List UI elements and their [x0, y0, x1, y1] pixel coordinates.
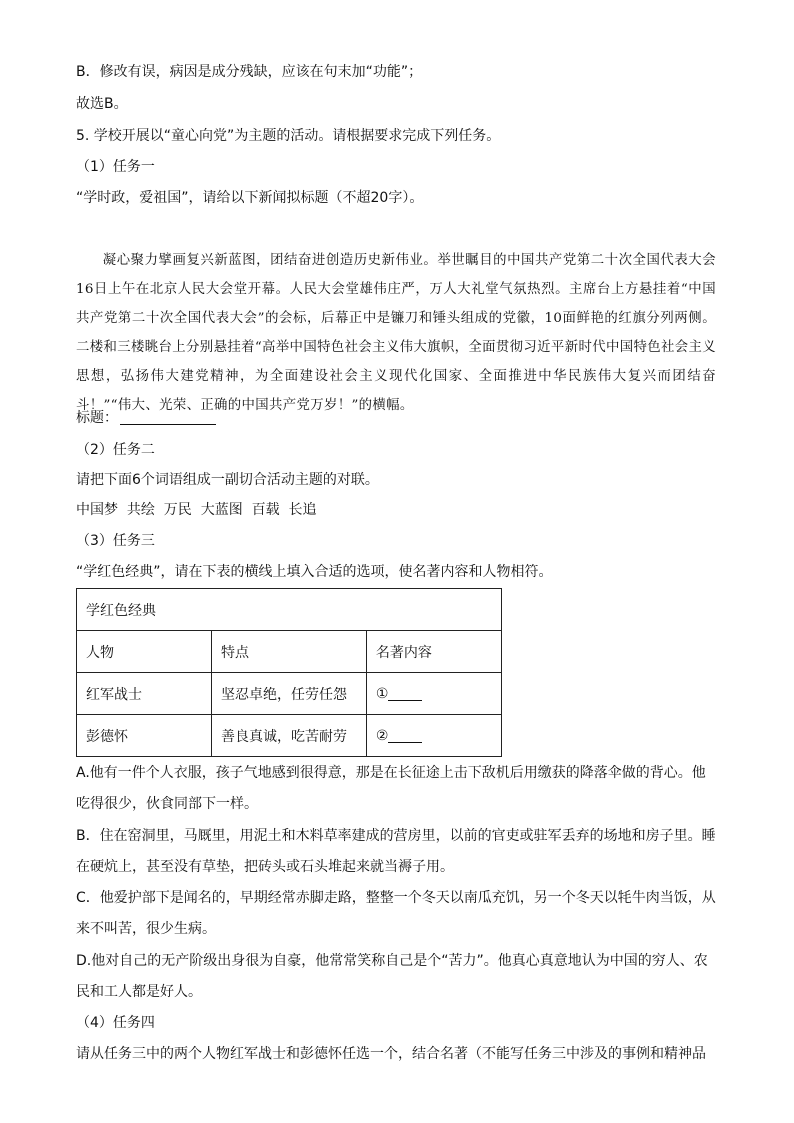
cell-trait: 善良真诚，吃苦耐劳 — [211, 715, 366, 757]
title-label: 标题： — [76, 410, 118, 426]
task-1-instruction: “学时政，爱祖国”，请给以下新闻拟标题（不超20字）。 — [76, 190, 424, 206]
task-3-heading: （3）任务三 — [76, 533, 155, 549]
news-passage — [76, 246, 716, 420]
header-content: 名著内容 — [366, 631, 501, 673]
table-header-row — [77, 631, 502, 673]
option-c-line-2: 来不叫苦，很少生病。 — [76, 921, 216, 937]
answer-blank-1[interactable] — [388, 686, 422, 701]
task-4-heading: （4）任务四 — [76, 1015, 155, 1031]
header-trait: 特点 — [211, 631, 366, 673]
answer-choice: 故选B。 — [76, 96, 128, 112]
task-1-heading: （1）任务一 — [76, 159, 155, 175]
cell-content-blank — [366, 673, 501, 715]
cell-content-blank — [366, 715, 501, 757]
news-passage-text: 凝心聚力擘画复兴新蓝图，团结奋进创造历史新伟业。举世瞩目的中国共产党第二十次全国代表大会16日上午在北京人民大会堂开幕。人民大会堂雄伟庄严，万人大礼堂气氛热烈。主席台上方悬挂着“中国共产党第二十次全国代表大会”的会标，后幕正中是镰刀和锤头组成的党徽，10面鲜艳的红旗分列两侧。二楼和三楼眺台上分别悬挂着“高举中国特色社会主义伟大旗帜，全面贯彻习近平新时代中国特色社会主义思想，弘扬伟大建党精神，为全面建设社会主义现代化国家、全面推进中华民族伟大复兴而团结奋斗！”“伟大、光荣、正确的中国共产党万岁！”的横幅。 — [76, 253, 716, 413]
task-2-instruction: 请把下面6个词语组成一副切合活动主题的对联。 — [76, 472, 379, 488]
task-3-instruction: “学红色经典”，请在下表的横线上填入合适的选项，使名著内容和人物相符。 — [76, 564, 553, 580]
option-a-line-2: 吃得很少，伙食同部下一样。 — [76, 796, 258, 812]
answer-blank-2[interactable] — [388, 728, 422, 743]
table-caption: 学红色经典 — [77, 589, 502, 631]
cell-person: 彭德怀 — [77, 715, 212, 757]
table-row — [77, 673, 502, 715]
blank-marker: ② — [375, 727, 389, 744]
title-answer-line — [76, 408, 734, 428]
option-d-line-2: 民和工人都是好人。 — [76, 984, 202, 1000]
cell-trait: 坚忍卓绝，任劳任怨 — [211, 673, 366, 715]
answer-line-b: B．修改有误，病因是成分残缺，应该在句末加“功能”； — [76, 64, 423, 80]
option-a-line-1: A.他有一件个人衣服，孩子气地感到很得意，那是在长征途上击下敌机后用缴获的降落伞做的背心。他 — [76, 765, 706, 781]
cell-person: 红军战士 — [77, 673, 212, 715]
header-person: 人物 — [77, 631, 212, 673]
table-row — [77, 715, 502, 757]
table-caption-row — [77, 589, 502, 631]
blank-marker: ① — [375, 685, 389, 702]
task-2-heading: （2）任务二 — [76, 442, 155, 458]
task-4-instruction: 请从任务三中的两个人物红军战士和彭德怀任选一个，结合名著（不能写任务三中涉及的事例和精神品 — [76, 1046, 706, 1062]
couplet-word-list: 中国梦 共绘 万民 大蓝图 百载 长追 — [76, 502, 317, 518]
option-b-line-1: B．住在窑洞里，马厩里，用泥土和木料草率建成的营房里，以前的官吏或驻军丢弃的场地和房子里。睡 — [76, 828, 716, 844]
question-5-stem: 5. 学校开展以“童心向党”为主题的活动。请根据要求完成下列任务。 — [76, 128, 501, 144]
red-classics-table — [76, 588, 502, 757]
option-d-line-1: D.他对自己的无产阶级出身很为自豪，他常常笑称自己是个“苦力”。他真心真意地认为中国的穷人、农 — [76, 953, 708, 969]
option-b-line-2: 在硬炕上，甚至没有草垫，把砖头或石头堆起来就当褥子用。 — [76, 859, 454, 875]
option-c-line-1: C．他爱护部下是闻名的，早期经常赤脚走路，整整一个冬天以南瓜充饥，另一个冬天以牦牛肉当饭，从 — [76, 890, 716, 906]
title-blank[interactable] — [120, 410, 216, 425]
